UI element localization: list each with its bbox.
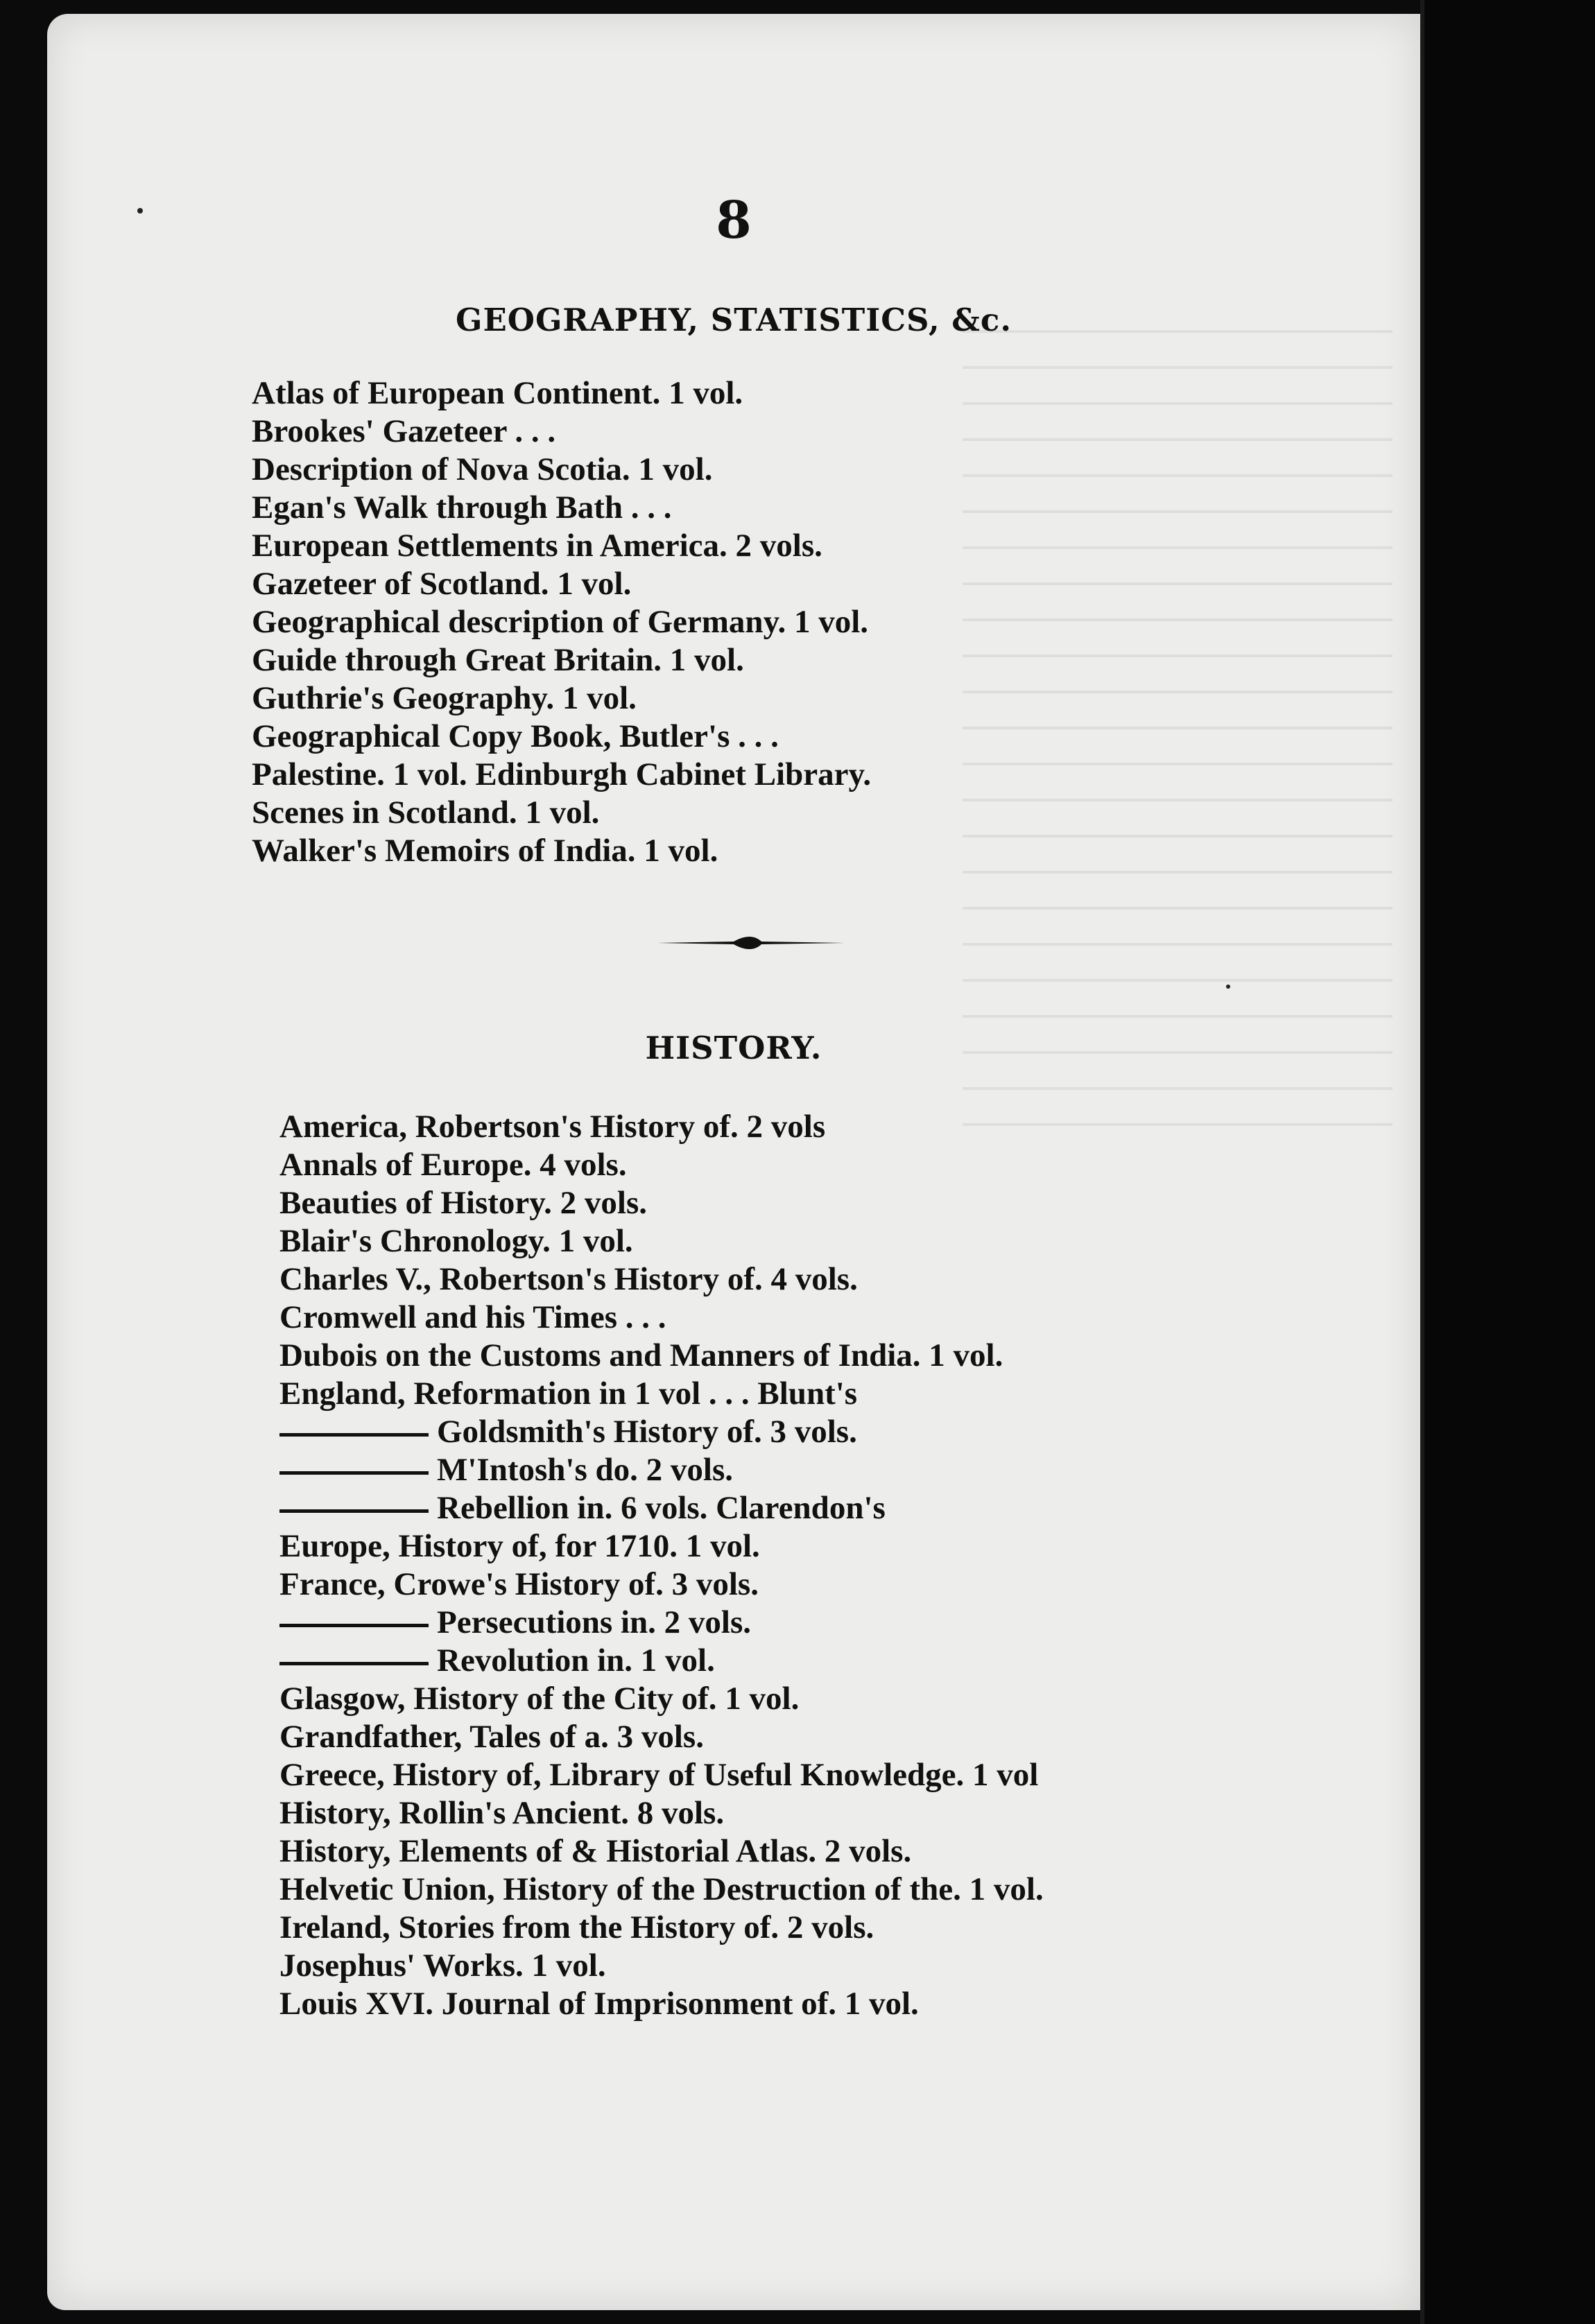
catalog-entry: Charles V., Robertson's History of. 4 vols. [279, 1261, 858, 1297]
print-speck [1226, 985, 1230, 989]
catalog-entry: Helvetic Union, History of the Destruction of the. 1 vol. [279, 1871, 1044, 1907]
catalog-entry: Revolution in. 1 vol. [279, 1642, 1044, 1680]
page-number: 8 [716, 191, 752, 250]
catalog-entry: Josephus' Works. 1 vol. [279, 1948, 606, 1984]
catalog-entry: Europe, History of, for 1710. 1 vol. [279, 1528, 760, 1564]
catalog-entry: Rebellion in. 6 vols. Clarendon's [279, 1489, 1044, 1527]
catalog-entry: Louis XVI. Journal of Imprisonment of. 1 vol. [279, 1986, 919, 2022]
catalog-entry: Persecutions in. 2 vols. [279, 1604, 1044, 1642]
catalog-entry: Greece, History of, Library of Useful Knowledge. 1 vol [279, 1757, 1039, 1793]
catalog-entry: Blair's Chronology. 1 vol. [279, 1223, 633, 1259]
catalog-entry: Description of Nova Scotia. 1 vol. [252, 451, 713, 487]
facing-page-edge [1424, 0, 1595, 2324]
catalog-entry: Glasgow, History of the City of. 1 vol. [279, 1681, 800, 1717]
catalog-entry: Ireland, Stories from the History of. 2 vols. [279, 1909, 874, 1945]
catalog-entry: Brookes' Gazeteer . . . [252, 413, 556, 449]
catalog-entry: Guide through Great Britain. 1 vol. [252, 642, 744, 678]
catalog-entry: Egan's Walk through Bath . . . [252, 489, 672, 526]
catalog-entry: Geographical Copy Book, Butler's . . . [252, 718, 779, 754]
book-page [47, 14, 1420, 2310]
catalog-entry: Dubois on the Customs and Manners of India. 1 vol. [279, 1337, 1003, 1373]
catalog-entry: Walker's Memoirs of India. 1 vol. [252, 833, 718, 869]
catalog-entry: Palestine. 1 vol. Edinburgh Cabinet Library. [252, 756, 872, 792]
section-title-history: HISTORY. [645, 1030, 822, 1066]
catalog-entry: Annals of Europe. 4 vols. [279, 1147, 627, 1183]
catalog-entry: Atlas of European Continent. 1 vol. [252, 375, 743, 411]
print-speck [137, 208, 143, 214]
geography-entry-list [252, 374, 871, 870]
catalog-entry: Guthrie's Geography. 1 vol. [252, 680, 637, 716]
catalog-entry: M'Intosh's do. 2 vols. [279, 1451, 1044, 1489]
catalog-entry: England, Reformation in 1 vol . . . Blunt's [279, 1376, 858, 1412]
catalog-entry: Beauties of History. 2 vols. [279, 1185, 648, 1221]
history-entry-list [279, 1108, 1044, 2023]
catalog-entry: Scenes in Scotland. 1 vol. [252, 795, 600, 831]
catalog-entry: History, Elements of & Historial Atlas. 2 vols. [279, 1833, 912, 1869]
catalog-entry: European Settlements in America. 2 vols. [252, 528, 822, 564]
catalog-entry: Geographical description of Germany. 1 vol. [252, 604, 869, 640]
catalog-entry: France, Crowe's History of. 3 vols. [279, 1566, 759, 1602]
catalog-entry: History, Rollin's Ancient. 8 vols. [279, 1795, 725, 1831]
catalog-entry: Cromwell and his Times . . . [279, 1299, 666, 1335]
catalog-entry: Gazeteer of Scotland. 1 vol. [252, 566, 632, 602]
catalog-entry: Grandfather, Tales of a. 3 vols. [279, 1719, 704, 1755]
catalog-entry: America, Robertson's History of. 2 vols [279, 1109, 826, 1145]
section-divider-ornament [657, 929, 845, 957]
section-title-geography: GEOGRAPHY, STATISTICS, &c. [456, 302, 1012, 338]
bleed-through-texture [963, 305, 1393, 1137]
catalog-entry: Goldsmith's History of. 3 vols. [279, 1413, 1044, 1451]
